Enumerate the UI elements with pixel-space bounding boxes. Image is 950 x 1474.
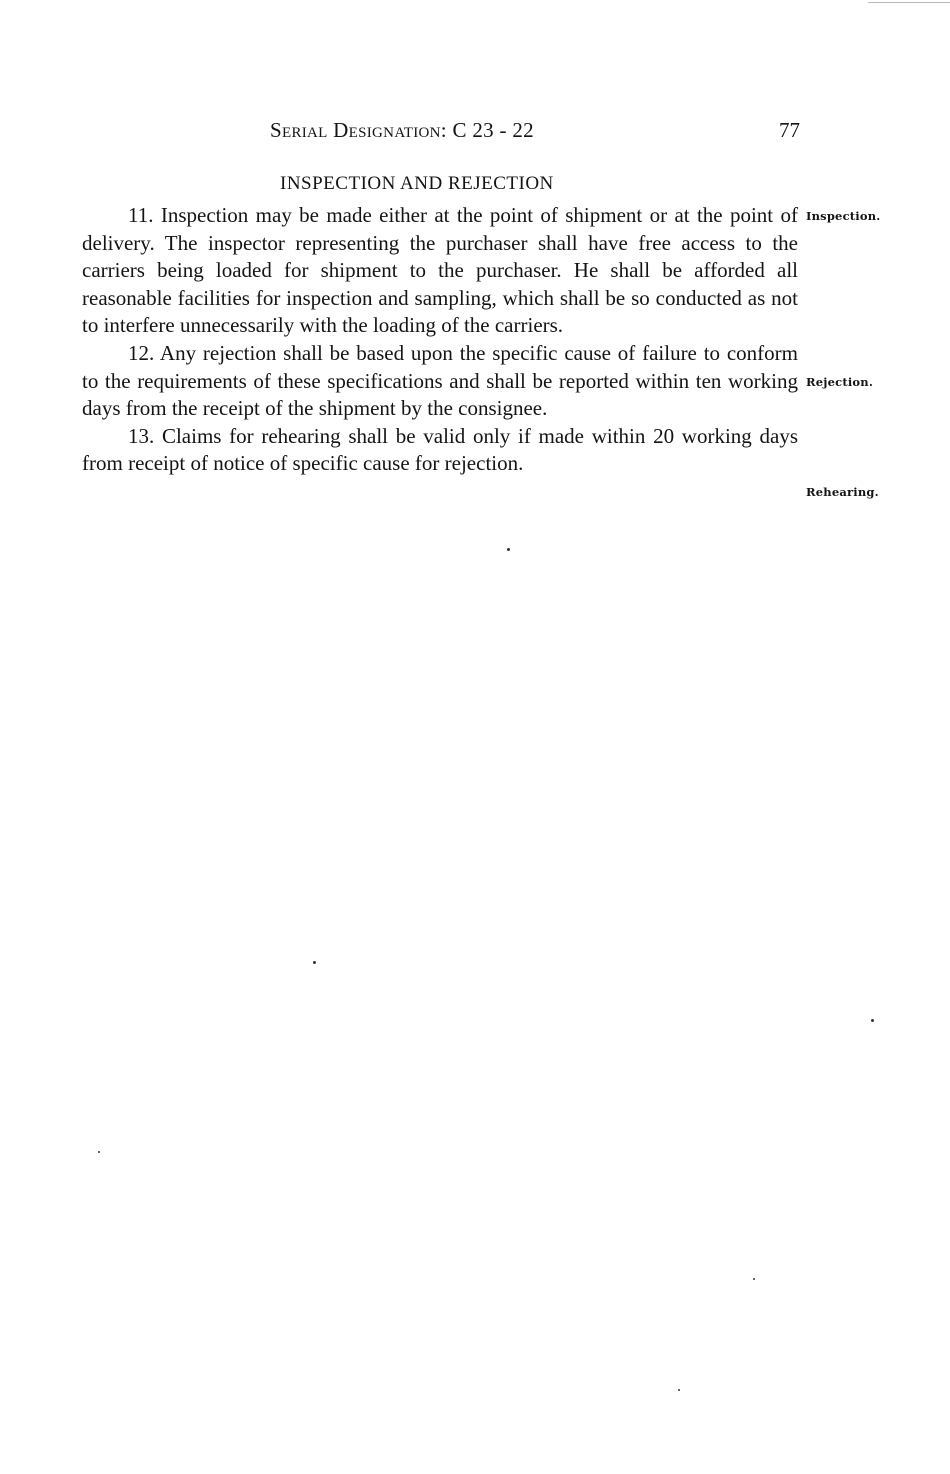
page-number: 77 (779, 118, 800, 142)
running-header (270, 117, 800, 143)
section-body (82, 202, 798, 478)
scan-speck (507, 548, 510, 551)
scan-edge-line (868, 2, 950, 3)
margin-note-rejection: Rejection. (806, 375, 874, 389)
serial-designation: Serial Designation: C 23 - 22 (270, 118, 534, 142)
scan-speck (871, 1019, 874, 1022)
section-title: INSPECTION AND REJECTION (280, 173, 554, 194)
paragraph-rehearing: 13. Claims for rehearing shall be valid only if made within 20 working days from receipt of notice of specific cause for rejection. (82, 423, 798, 476)
scan-speck (313, 961, 316, 964)
margin-note-rehearing: Rehearing. (806, 485, 879, 499)
margin-note-inspection: Inspection. (806, 209, 881, 223)
paragraph-rejection: 12. Any rejection shall be based upon the specific cause of failure to conform to the requirements of these specifications and shall be reported within ten working days from the receipt of the shipment by the consignee. (82, 340, 798, 421)
paragraph-inspection: 11. Inspection may be made either at the point of shipment or at the point of delivery. The inspector representing the purchaser shall have free access to the carriers being loaded for shipment to the purchaser. He shall be afforded all reasonable facilities for inspection and sampling, which shall be so conducted as not to interfere unnecessarily with the loading of the carriers. (82, 203, 798, 338)
scan-speck (98, 1151, 100, 1153)
scan-speck (753, 1278, 755, 1280)
scan-speck (678, 1389, 680, 1391)
